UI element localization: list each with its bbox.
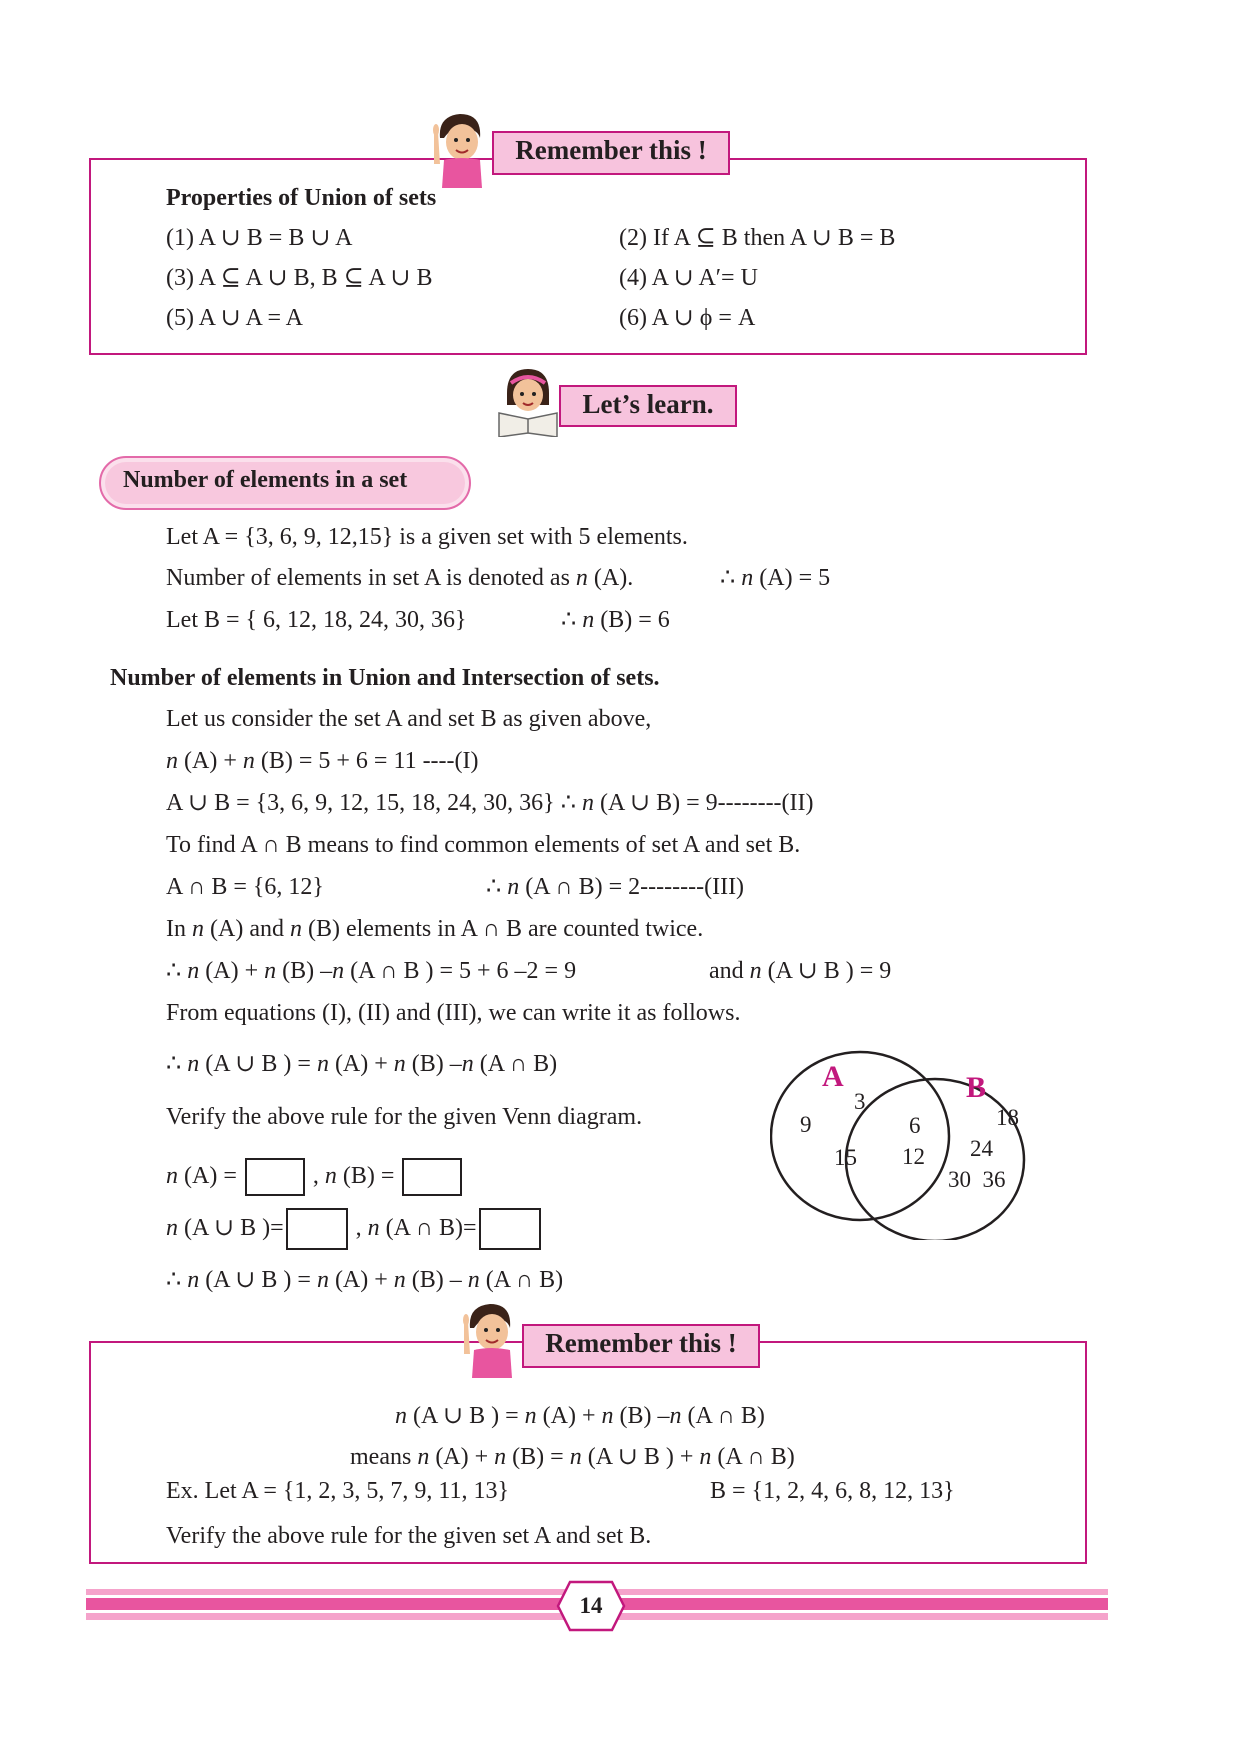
venn-both-6: 6 bbox=[909, 1113, 921, 1138]
set-a-line: Let A = {3, 6, 9, 12,15} is a given set with 5 elements. bbox=[166, 524, 688, 550]
union-property-1: (1) A ∪ B = B ∪ A bbox=[166, 225, 353, 251]
venn-label-a: A bbox=[822, 1060, 844, 1093]
section-title-pill bbox=[99, 456, 471, 510]
venn-circle-a bbox=[771, 1052, 949, 1220]
venn-diagram bbox=[770, 1050, 1090, 1240]
union-property-5: (5) A ∪ A = A bbox=[166, 305, 304, 331]
counted-twice-line: In n (A) and n (B) elements in A ∩ B are counted twice. bbox=[166, 916, 704, 942]
venn-a-only-15: 15 bbox=[834, 1145, 857, 1170]
union-property-4: (4) A ∪ A′= U bbox=[619, 265, 758, 291]
venn-b-only-30-36: 30 36 bbox=[948, 1167, 1006, 1192]
intersection-set: A ∩ B = {6, 12} bbox=[166, 874, 324, 900]
equation-2: A ∪ B = {3, 6, 9, 12, 15, 18, 24, 30, 36} ∴ n (A ∪ B) = 9--------(II) bbox=[166, 790, 814, 816]
n-b-answer-box[interactable] bbox=[402, 1158, 462, 1196]
boxed-rule-1: n (A ∪ B ) = n (A) + n (B) –n (A ∩ B) bbox=[395, 1403, 765, 1429]
n-intersection-answer-box[interactable] bbox=[479, 1208, 541, 1250]
venn-b-only-24: 24 bbox=[970, 1136, 993, 1161]
fill-in-row-1: n (A) = , n (B) = bbox=[166, 1157, 464, 1196]
union-rule: ∴ n (A ∪ B ) = n (A) + n (B) –n (A ∩ B) bbox=[166, 1051, 558, 1077]
section-title: Number of elements in a set bbox=[123, 467, 408, 493]
boxed-rule-2: means n (A) + n (B) = n (A ∪ B ) + n (A ∩ B) bbox=[350, 1444, 795, 1470]
fill-in-row-2: n (A ∪ B )= , n (A ∩ B)= bbox=[166, 1207, 543, 1250]
boy-pointing-icon bbox=[422, 108, 494, 188]
remember-this-tag-2: Remember this ! bbox=[522, 1324, 760, 1368]
venn-a-only-9: 9 bbox=[800, 1112, 812, 1137]
union-property-3: (3) A ⊆ A ∪ B, B ⊆ A ∪ B bbox=[166, 265, 433, 291]
union-property-6: (6) A ∪ ϕ = A bbox=[619, 305, 756, 331]
girl-reading-icon bbox=[495, 365, 561, 437]
verify-venn-line: Verify the above rule for the given Venn diagram. bbox=[166, 1104, 643, 1130]
notation-line: Number of elements in set A is denoted as n (A). bbox=[166, 565, 634, 591]
n-b-result: ∴ n (B) = 6 bbox=[561, 607, 670, 633]
venn-b-only-18: 18 bbox=[996, 1105, 1019, 1130]
computation-line: ∴ n (A) + n (B) –n (A ∩ B ) = 5 + 6 –2 = 9 bbox=[166, 958, 577, 984]
verify-sets-line: Verify the above rule for the given set A and set B. bbox=[166, 1523, 652, 1549]
equation-3: ∴ n (A ∩ B) = 2--------(III) bbox=[486, 874, 745, 900]
page-number: 14 bbox=[579, 1593, 603, 1618]
example-set-b: B = {1, 2, 4, 6, 8, 12, 13} bbox=[710, 1478, 955, 1504]
venn-circle-b bbox=[846, 1079, 1024, 1240]
equation-1: n (A) + n (B) = 5 + 6 = 11 ----(I) bbox=[166, 748, 479, 774]
n-union-answer-box[interactable] bbox=[286, 1208, 348, 1250]
union-count-line: and n (A ∪ B ) = 9 bbox=[709, 958, 892, 984]
set-b-line: Let B = { 6, 12, 18, 24, 30, 36} bbox=[166, 607, 467, 633]
consider-line: Let us consider the set A and set B as given above, bbox=[166, 706, 652, 732]
n-a-answer-box[interactable] bbox=[245, 1158, 305, 1196]
from-equations-line: From equations (I), (II) and (III), we can write it as follows. bbox=[166, 1000, 741, 1026]
n-a-result: ∴ n (A) = 5 bbox=[720, 565, 831, 591]
union-intersection-heading: Number of elements in Union and Intersection of sets. bbox=[110, 665, 660, 691]
union-properties-heading: Properties of Union of sets bbox=[166, 185, 437, 211]
final-rule: ∴ n (A ∪ B ) = n (A) + n (B) – n (A ∩ B) bbox=[166, 1267, 564, 1293]
venn-both-12: 12 bbox=[902, 1144, 925, 1169]
venn-label-b: B bbox=[966, 1071, 987, 1104]
remember-this-tag-1: Remember this ! bbox=[492, 131, 730, 175]
venn-a-only-3: 3 bbox=[854, 1089, 866, 1114]
union-property-2: (2) If A ⊆ B then A ∪ B = B bbox=[619, 225, 896, 251]
boy-pointing-icon bbox=[452, 1298, 524, 1378]
intersection-meaning: To find A ∩ B means to find common elements of set A and set B. bbox=[166, 832, 801, 858]
lets-learn-tag: Let’s learn. bbox=[559, 385, 737, 427]
example-set-a: Ex. Let A = {1, 2, 3, 5, 7, 9, 11, 13} bbox=[166, 1478, 510, 1504]
